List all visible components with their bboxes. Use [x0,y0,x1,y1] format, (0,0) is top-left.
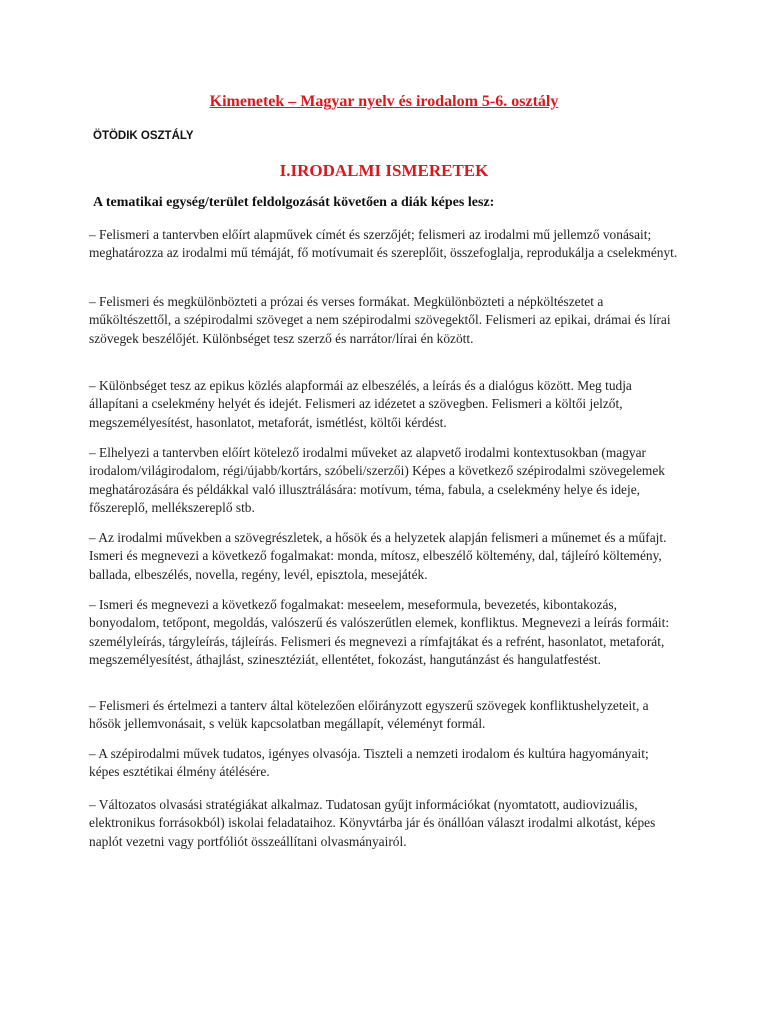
outcome-paragraph-8: – A szépirodalmi művek tudatos, igényes olvasója. Tiszteli a nemzeti irodalom és kultúra hagyományait; képes esztétikai élmény átélésére. [89,746,649,780]
document-title: Kimenetek – Magyar nyelv és irodalom 5-6. osztály [209,93,559,110]
outcome-paragraph-3: – Különbséget tesz az epikus közlés alapformái az elbeszélés, a leírás és a dialógus között. Meg tudja állapítani a cselekmény helyét és idejét. Felismeri az idézetet a szövegben. Felismeri a költői jelzőt, megszemélyesítést, hasonlatot, metaforát, ismétlést, költői kérdést. [89,378,632,430]
section-heading: I.IRODALMI ISMERETEK [279,161,489,180]
outcome-paragraph-1: – Felismeri a tantervben előírt alapművek címét és szerzőjét; felismeri az irodalmi mű jellemző vonásait; meghatározza az irodalmi mű témáját, fő motívumait és szereplőit, összefoglalja, reprodukálja a cselekményt. [89,227,678,261]
outcome-paragraph-5: – Az irodalmi művekben a szövegrészletek, a hősök és a helyzetek alapján felismeri a műnemet és a műfajt. Ismeri és megnevezi a következő fogalmakat: monda, mítosz, elbeszélő költemény, dal, tájleíró költemény, ballada, elbeszélés, novella, regény, levél, episztola, mesejáték. [89,530,667,582]
outcome-paragraph-6: – Ismeri és megnevezi a következő fogalmakat: meseelem, meseformula, bevezetés, kibontakozás, bonyodalom, tetőpont, megoldás, valószerű és valószerűtlen elemek, konfliktus. Megnevezi a leírás formáit: személyleírás, tárgyleírás, tájleírás. Felismeri és megnevezi a rímfajtákat és a refrént, hasonlatot, metaforát, megszemélyesítést, áthajlást, szinesztéziát, ellentétet, fokozást, hangutánzást és hangulatfestést. [89,597,670,667]
outcome-paragraph-2: – Felismeri és megkülönbözteti a prózai és verses formákat. Megkülönbözteti a népköltészetet a műköltészettől, a szépirodalmi szöveget a nem szépirodalmi szövegektől. Felismeri az epikai, drámai és lírai szövegek beszélőjét. Különbséget tesz szerző és narrátor/lírai én között. [89,294,671,346]
outcome-paragraph-7: – Felismeri és értelmezi a tanterv által kötelezően előirányzott egyszerű szövegek konfliktushelyzeteit, a hősök jellemvonásait, s velük kapcsolatban megállapít, véleményt formál. [89,698,649,732]
grade-heading: ÖTÖDIK OSZTÁLY [93,130,194,142]
outcome-paragraph-9: – Változatos olvasási stratégiákat alkalmaz. Tudatosan gyűjt információkat (nyomtatott, audiovizuális, elektronikus forrásokból) iskolai feladataihoz. Könyvtárba jár és önállóan választ irodalmi alkotást, képes naplót vezetni vagy portfóliót összeállítani olvasmányairól. [89,797,656,849]
outcome-paragraph-4: – Elhelyezi a tantervben előírt kötelező irodalmi műveket az alapvető irodalmi kontextusokban (magyar irodalom/világirodalom, régi/újabb/kortárs, szóbeli/szerzői) Képes a következő szépirodalmi szövegelemek meghatározására és példákkal való illusztrálására: motívum, téma, fabula, a cselekmény helye és ideje, főszereplő, mellékszereplő stb. [89,445,665,515]
intro-text: A tematikai egység/terület feldolgozását követően a diák képes lesz: [93,195,495,210]
